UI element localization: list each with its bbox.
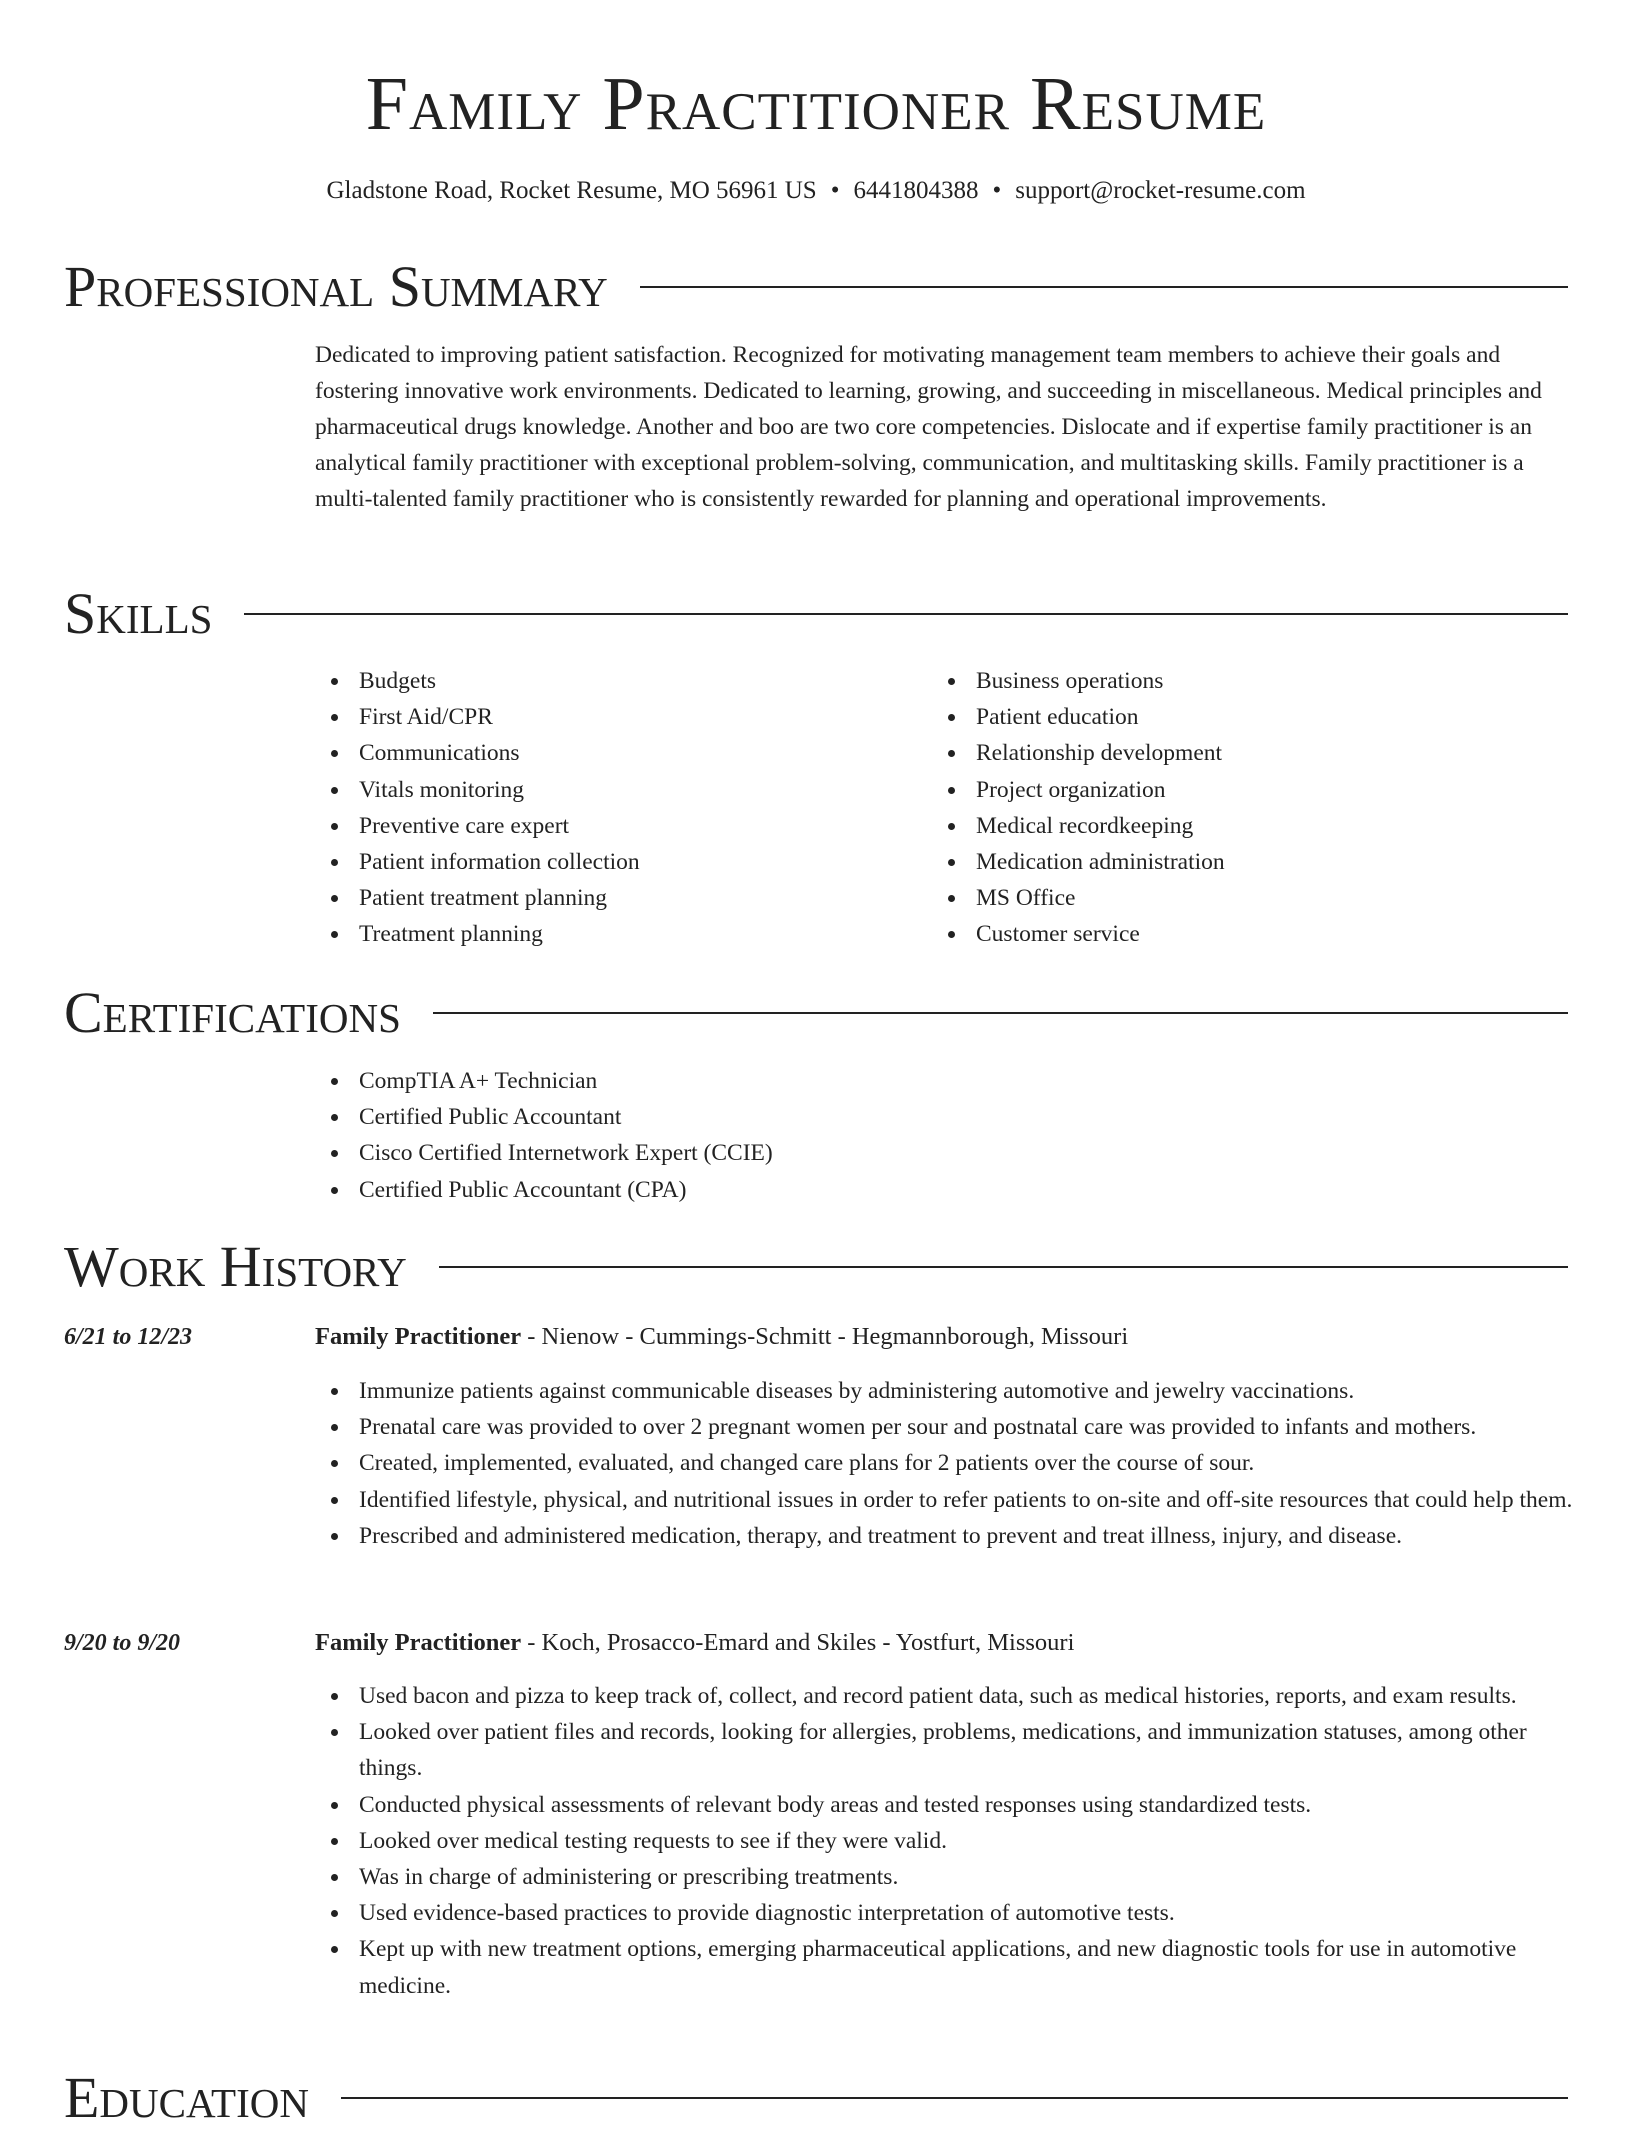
certification-item: CompTIA A+ Technician bbox=[315, 1063, 1515, 1099]
skill-item: Budgets bbox=[315, 663, 915, 699]
section-divider bbox=[244, 613, 1568, 615]
contact-separator: • bbox=[830, 177, 840, 204]
skills-list-left bbox=[315, 663, 915, 953]
skill-item: Communications bbox=[315, 735, 915, 771]
certification-item: Cisco Certified Internetwork Expert (CCIE) bbox=[315, 1135, 1515, 1171]
job-bullet: Kept up with new treatment options, emerging pharmaceutical applications, and new diagnostic tools for use in automotive medicine. bbox=[315, 1931, 1575, 2003]
skill-item: Patient treatment planning bbox=[315, 880, 915, 916]
job-title: Family Practitioner bbox=[315, 1629, 522, 1656]
section-heading: Work History bbox=[64, 1234, 407, 1299]
contact-separator: • bbox=[992, 177, 1002, 204]
job-bullet: Used evidence-based practices to provide diagnostic interpretation of automotive tests. bbox=[315, 1895, 1575, 1931]
section-heading: Skills bbox=[64, 581, 213, 646]
section-heading: Education bbox=[64, 2065, 309, 2130]
job-bullet: Created, implemented, evaluated, and changed care plans for 2 patients over the course of sour. bbox=[315, 1445, 1575, 1481]
job-employer-location: - Nienow - Cummings-Schmitt - Hegmannborough, Missouri bbox=[521, 1323, 1129, 1350]
job-bullet: Identified lifestyle, physical, and nutritional issues in order to refer patients to on-site and off-site resources that could help them. bbox=[315, 1482, 1575, 1518]
section-divider bbox=[433, 1012, 1568, 1014]
summary-text: Dedicated to improving patient satisfaction. Recognized for motivating management team members to achieve their goals and fostering innovative work environments. Dedicated to learning, growing, and succeeding in miscellaneous. Medical principles and pharmaceutical drugs knowledge. Another and boo are two core competencies. Dislocate and if expertise family practitioner is an analytical family practitioner with exceptional problem-solving, communication, and multitasking skills. Family practitioner is a multi-talented family practitioner who is consistently rewarded for planning and operational improvements. bbox=[315, 342, 1542, 512]
section-certifications-header bbox=[64, 979, 1568, 1047]
skill-item: Patient education bbox=[932, 699, 1552, 735]
skill-item: Treatment planning bbox=[315, 916, 915, 952]
contact-email: support@rocket-resume.com bbox=[1015, 177, 1306, 204]
skill-item: Patient information collection bbox=[315, 844, 915, 880]
job-heading bbox=[315, 1320, 1128, 1354]
section-heading: Professional Summary bbox=[64, 254, 608, 319]
skill-item: First Aid/CPR bbox=[315, 699, 915, 735]
job-bullet: Immunize patients against communicable diseases by administering automotive and jewelry vaccinations. bbox=[315, 1373, 1575, 1409]
job-bullets bbox=[315, 1678, 1575, 2004]
certification-item: Certified Public Accountant bbox=[315, 1099, 1515, 1135]
certifications-list bbox=[315, 1063, 1515, 1208]
job-bullet: Used bacon and pizza to keep track of, collect, and record patient data, such as medical histories, reports, and exam results. bbox=[315, 1678, 1575, 1714]
job-bullet: Conducted physical assessments of relevant body areas and tested responses using standardized tests. bbox=[315, 1787, 1575, 1823]
contact-line bbox=[0, 174, 1632, 208]
skills-list-right bbox=[932, 663, 1552, 953]
resume-title: Family Practitioner Resume bbox=[365, 62, 1267, 146]
section-work-history-header bbox=[64, 1233, 1568, 1301]
skill-item: Business operations bbox=[932, 663, 1552, 699]
job-bullets bbox=[315, 1373, 1575, 1554]
section-education-header bbox=[64, 2064, 1568, 2132]
skill-item: Vitals monitoring bbox=[315, 772, 915, 808]
job-heading bbox=[315, 1626, 1074, 1660]
job-bullet: Prenatal care was provided to over 2 pregnant women per sour and postnatal care was provided to infants and mothers. bbox=[315, 1409, 1575, 1445]
job-bullet: Looked over medical testing requests to see if they were valid. bbox=[315, 1823, 1575, 1859]
job-title: Family Practitioner bbox=[315, 1323, 522, 1350]
section-summary-header bbox=[64, 253, 1568, 321]
skill-item: Project organization bbox=[932, 772, 1552, 808]
skill-item: MS Office bbox=[932, 880, 1552, 916]
job-bullet: Looked over patient files and records, looking for allergies, problems, medications, and immunization statuses, among other things. bbox=[315, 1714, 1575, 1786]
skill-item: Customer service bbox=[932, 916, 1552, 952]
certification-item: Certified Public Accountant (CPA) bbox=[315, 1172, 1515, 1208]
skill-item: Medical recordkeeping bbox=[932, 808, 1552, 844]
contact-phone: 6441804388 bbox=[853, 177, 979, 204]
contact-address: Gladstone Road, Rocket Resume, MO 56961 US bbox=[326, 177, 817, 204]
section-heading: Certifications bbox=[64, 980, 401, 1045]
job-bullet: Prescribed and administered medication, therapy, and treatment to prevent and treat illness, injury, and disease. bbox=[315, 1518, 1575, 1554]
job-bullet: Was in charge of administering or prescribing treatments. bbox=[315, 1859, 1575, 1895]
section-divider bbox=[439, 1266, 1568, 1268]
skill-item: Relationship development bbox=[932, 735, 1552, 771]
section-divider bbox=[640, 286, 1568, 288]
section-divider bbox=[341, 2097, 1568, 2099]
section-skills-header bbox=[64, 580, 1568, 648]
skill-item: Preventive care expert bbox=[315, 808, 915, 844]
job-employer-location: - Koch, Prosacco-Emard and Skiles - Yostfurt, Missouri bbox=[521, 1629, 1075, 1656]
skill-item: Medication administration bbox=[932, 844, 1552, 880]
job-dates: 6/21 to 12/23 bbox=[64, 1324, 193, 1350]
job-dates: 9/20 to 9/20 bbox=[64, 1630, 181, 1656]
